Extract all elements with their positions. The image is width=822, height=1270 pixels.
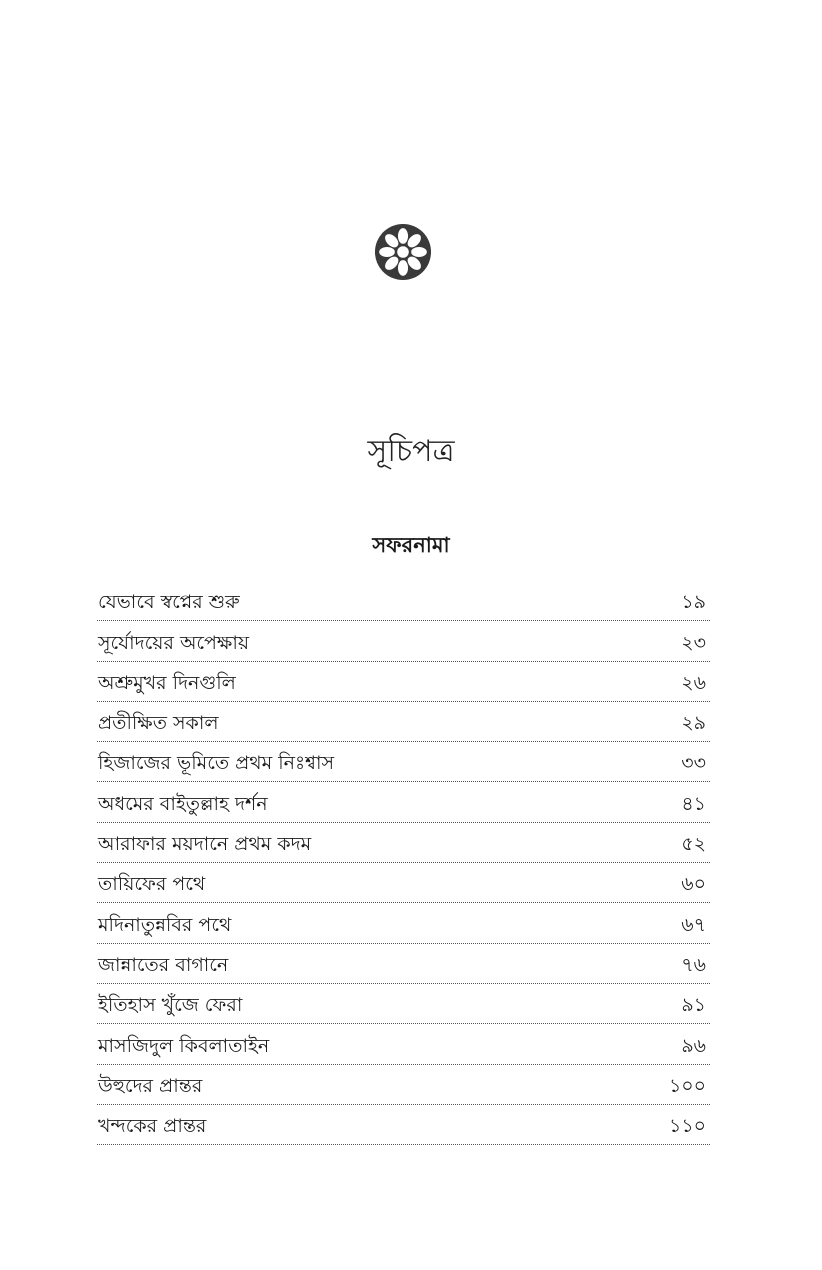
toc-entry[interactable] [97, 581, 710, 621]
toc-entry[interactable] [97, 1105, 710, 1145]
toc-entry-page: ৬০ [681, 873, 706, 896]
toc-entry-title: অধমের বাইতুল্লাহ দর্শন [98, 792, 268, 815]
toc-entry-page: ১৯ [681, 591, 706, 614]
toc-entry-page: ৪১ [681, 792, 706, 815]
toc-entry-title: আরাফার ময়দানে প্রথম কদম [98, 833, 312, 856]
toc-entry-page: ৭৬ [681, 953, 706, 976]
toc-entry[interactable] [97, 621, 710, 661]
toc-entry-title: তায়িফের পথে [98, 873, 206, 896]
toc-entry-page: ৫২ [681, 833, 706, 856]
toc-entry[interactable] [97, 984, 710, 1024]
toc-entry-page: ৬৭ [681, 913, 706, 936]
toc-entry-title: মাসজিদুল কিবলাতাইন [98, 1034, 270, 1057]
page-title: সূচিপত্র [367, 434, 455, 469]
toc-entry-title: যেভাবে স্বপ্নের শুরু [98, 591, 240, 614]
toc-entry-page: ৯১ [681, 994, 706, 1017]
toc-entry-title: সূর্যোদয়ের অপেক্ষায় [98, 631, 250, 654]
table-of-contents [97, 581, 710, 1145]
toc-entry[interactable] [97, 823, 710, 863]
toc-entry-title: অশ্রুমুখর দিনগুলি [98, 671, 236, 694]
toc-entry-title: জান্নাতের বাগানে [98, 953, 229, 976]
toc-entry-title: ইতিহাস খুঁজে ফেরা [98, 994, 243, 1017]
toc-entry-page: ২৩ [681, 631, 706, 654]
toc-entry[interactable] [97, 782, 710, 822]
toc-entry-title: উহুদের প্রান্তর [98, 1074, 203, 1097]
toc-entry-title: মদিনাতুন্নবির পথে [98, 913, 232, 936]
toc-entry-title: খন্দকের প্রান্তর [98, 1115, 207, 1138]
flower-roundel-icon [374, 223, 432, 281]
toc-entry-page: ৯৬ [681, 1034, 706, 1057]
toc-entry[interactable] [97, 1024, 710, 1064]
toc-entry[interactable] [97, 944, 710, 984]
toc-entry-page: ১১০ [668, 1115, 706, 1138]
section-title: সফরনামা [372, 533, 450, 557]
toc-entry[interactable] [97, 863, 710, 903]
toc-entry-page: ৩৩ [681, 752, 706, 775]
toc-entry[interactable] [97, 702, 710, 742]
toc-entry[interactable] [97, 662, 710, 702]
toc-entry-page: ২৬ [681, 671, 706, 694]
toc-entry-page: ১০০ [668, 1074, 706, 1097]
toc-entry[interactable] [97, 903, 710, 943]
toc-entry-page: ২৯ [681, 712, 706, 735]
toc-entry-title: প্রতীক্ষিত সকাল [98, 712, 219, 735]
toc-entry[interactable] [97, 742, 710, 782]
toc-entry-title: হিজাজের ভূমিতে প্রথম নিঃশ্বাস [98, 752, 335, 775]
toc-entry[interactable] [97, 1065, 710, 1105]
